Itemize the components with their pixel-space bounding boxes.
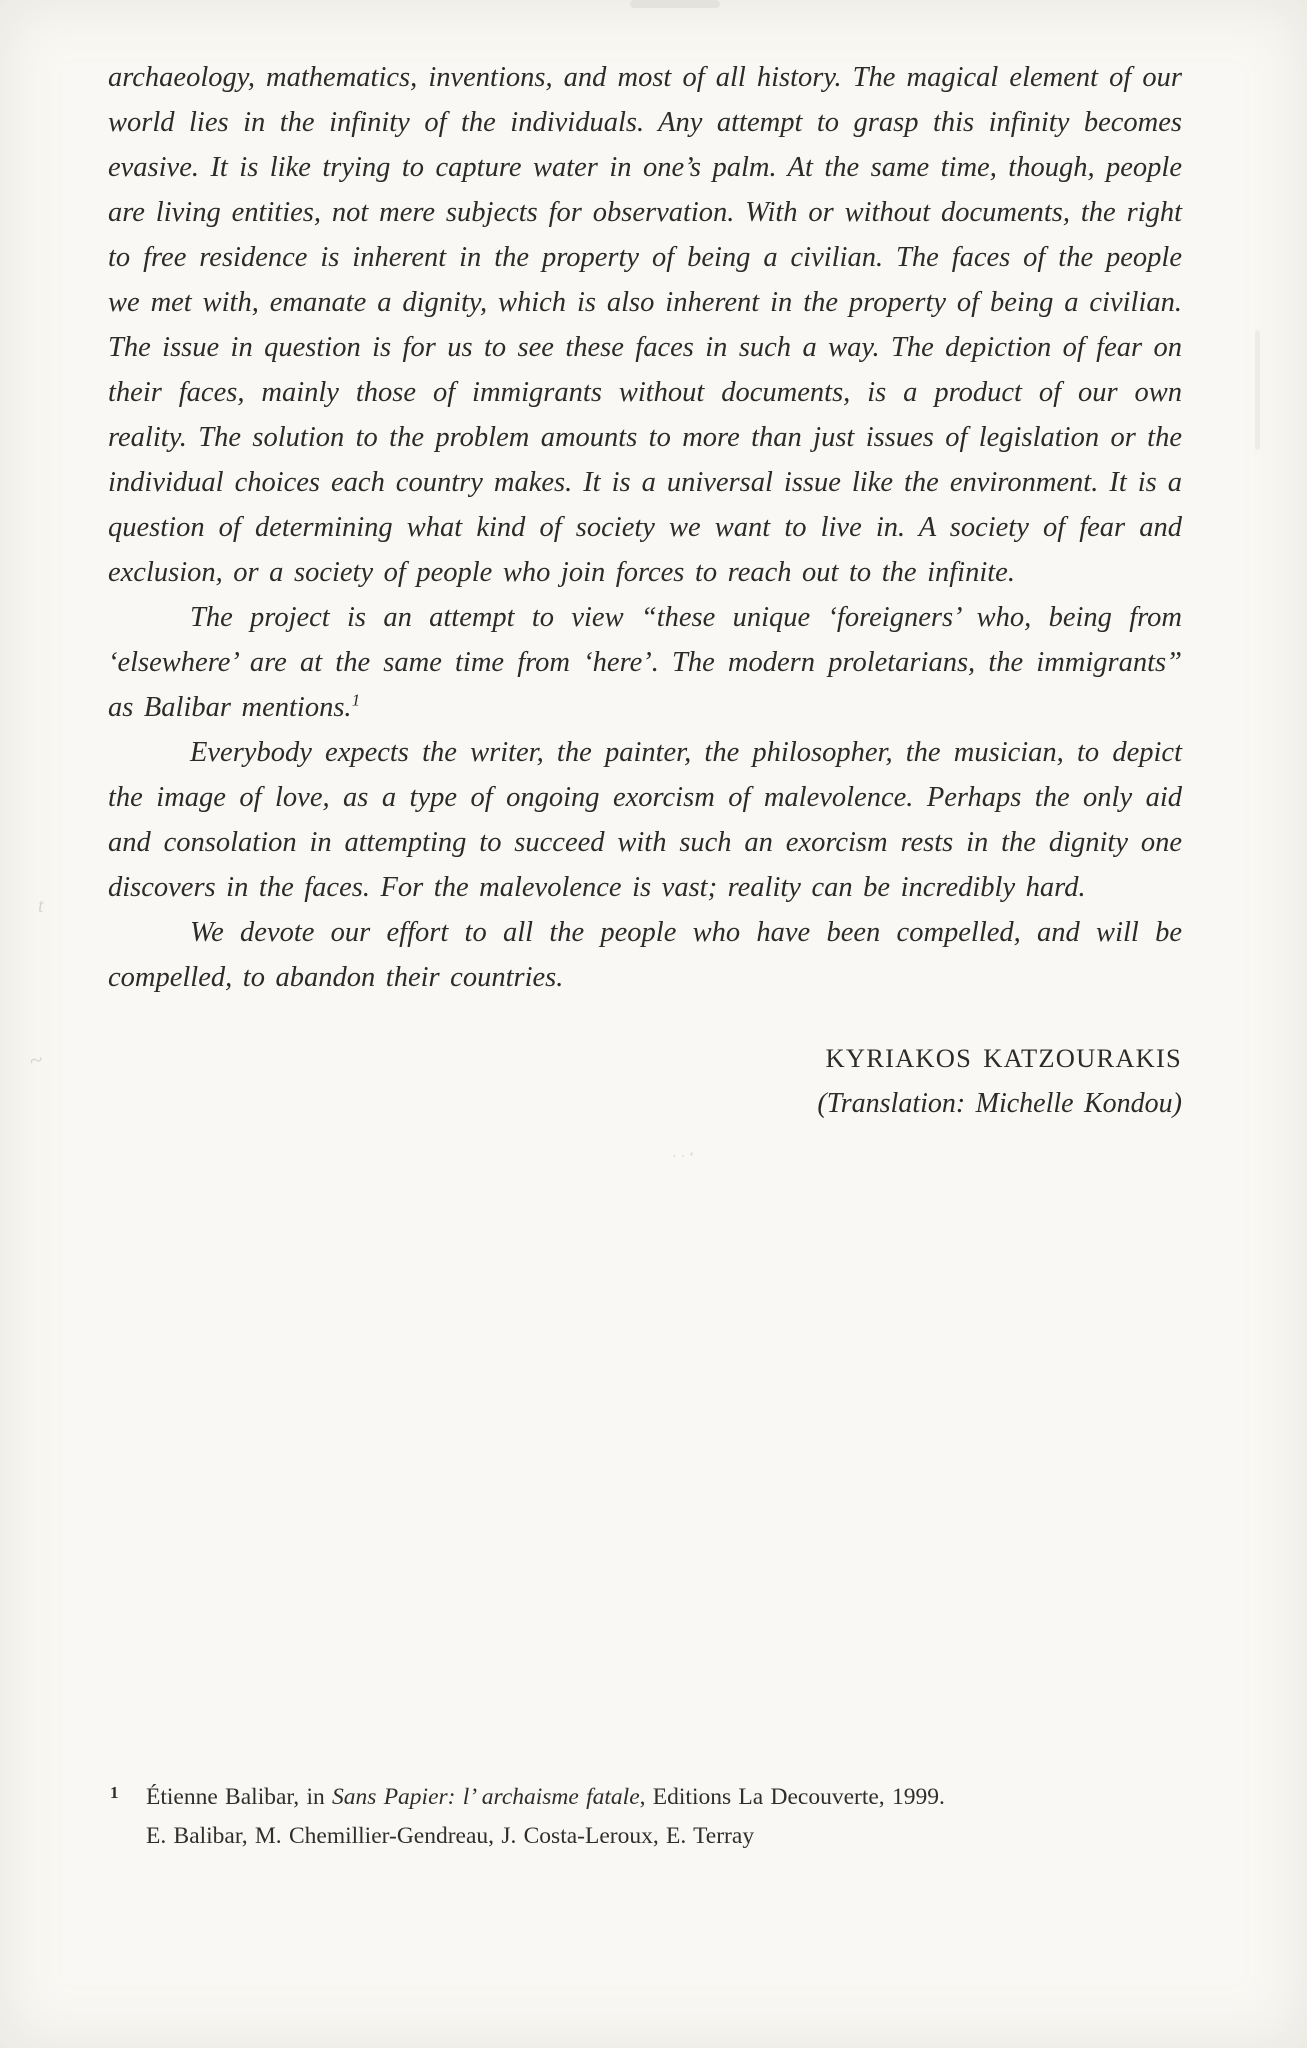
scan-artifact: ~ — [27, 1046, 46, 1076]
footnote-ref: 1 — [351, 690, 361, 710]
translation-credit: (Translation: Michelle Kondou) — [817, 1088, 1182, 1119]
footnote-text-post: , Editions La Decouverte, 1999. — [639, 1784, 945, 1810]
footnote-text-pre: Étienne Balibar, in — [146, 1784, 333, 1810]
paragraph — [108, 595, 1182, 730]
paragraph-text: The project is an attempt to view “these unique ‘foreigners’ who, being from ‘elsewhere’ are at the same time from ‘here’. The modern proletarians, the immigrants” as Balibar mentions. — [108, 602, 1182, 723]
paragraph: We devote our effort to all the people who have been compelled, and will be compelled, to abandon their countries. — [108, 917, 1182, 993]
footnote — [110, 1778, 1190, 1856]
footnote-marker: 1 — [110, 1783, 119, 1802]
scan-artifact — [630, 0, 720, 8]
paragraph: archaeology, mathematics, inventions, and most of all history. The magical element of our world lies in the infinity of the individuals. Any attempt to grasp this infinity becomes evasive. It is like trying to capture water in one’s palm. At the same time, though, people are living entities, not mere subjects for observation. With or without documents, the right to free residence is inherent in the property of being a civilian. The faces of the people we met with, emanate a dignity, which is also inherent in the property of being a civilian. The issue in question is for us to see these faces in such a way. The depiction of fear on their faces, mainly those of immigrants without documents, is a product of our own reality. The solution to the problem amounts to more than just issues of legislation or the individual choices each country makes. It is a universal issue like the environment. It is a question of determining what kind of society we want to live in. A society of fear and exclusion, or a society of people who join forces to reach out to the infinite. — [108, 62, 1182, 588]
main-text — [108, 55, 1182, 1126]
footnote-line-2: E. Balibar, M. Chemillier-Gendreau, J. Costa-Leroux, E. Terray — [146, 1823, 755, 1849]
signature-block — [108, 1036, 1182, 1126]
scan-artifact — [1255, 330, 1260, 450]
scan-artifact: ··‘ — [672, 1150, 698, 1165]
footnote-line-1 — [110, 1778, 1190, 1817]
author-name: KYRIAKOS KATZOURAKIS — [825, 1043, 1182, 1073]
paragraph: Everybody expects the writer, the painter, the philosopher, the musician, to depict the image of love, as a type of ongoing exorcism of malevolence. Perhaps the only aid and consolation in attempting to succeed with such an exorcism rests in the dignity one discovers in the faces. For the malevolence is vast; reality can be incredibly hard. — [108, 737, 1182, 903]
footnote-book-title: Sans Papier: l’ archaisme fatale — [332, 1784, 640, 1810]
scan-artifact: t — [38, 895, 44, 917]
